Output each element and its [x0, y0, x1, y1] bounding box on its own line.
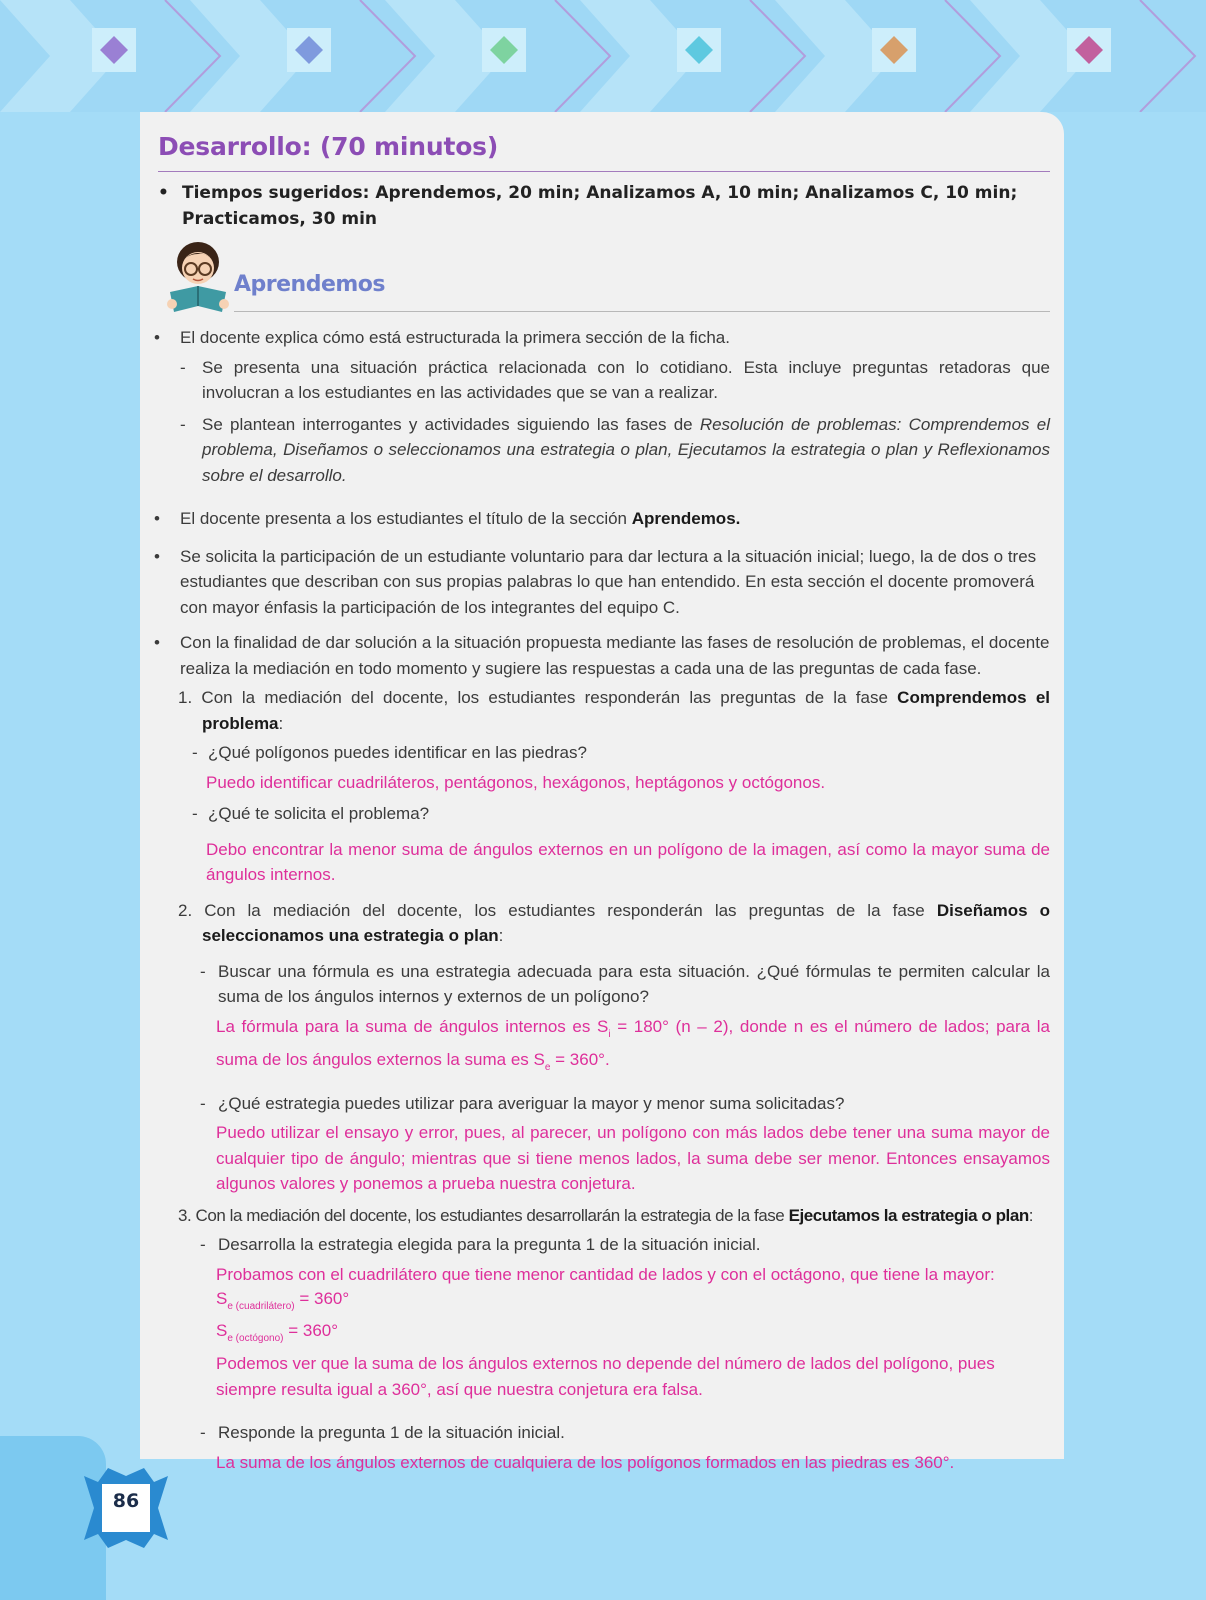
- answer-line: [216, 1287, 1050, 1319]
- dash: -: [200, 1093, 206, 1113]
- list-item: [150, 325, 1050, 351]
- colon: :: [1028, 1205, 1034, 1225]
- list-item: [150, 506, 1050, 532]
- title-divider: [158, 171, 1050, 172]
- dash: -: [180, 357, 186, 377]
- question: [150, 740, 1050, 766]
- dash: -: [192, 804, 198, 823]
- answer-text: S: [216, 1289, 228, 1308]
- item-text: Se plantean interrogantes y actividades siguiendo las fases de: [202, 414, 700, 434]
- dash: -: [200, 1423, 206, 1442]
- list-item: [150, 630, 1050, 681]
- body-text: [150, 325, 1050, 1475]
- numbered-item: [150, 1203, 1050, 1229]
- page-number: 86: [112, 1490, 140, 1512]
- list-item: [150, 355, 1050, 406]
- item-text: El docente explica cómo está estructurada la primera sección de la ficha.: [180, 328, 730, 347]
- question-text: Responde la pregunta 1 de la situación inicial.: [218, 1423, 565, 1442]
- subscript: e (cuadrilátero): [227, 1301, 295, 1312]
- decorative-banner: [0, 0, 1206, 112]
- page-title: Desarrollo: (70 minutos): [158, 132, 499, 161]
- answer-text: = 360°.: [550, 1050, 610, 1069]
- numbered-item: [150, 898, 1050, 949]
- reading-girl-icon: [162, 240, 234, 314]
- answer-line: Podemos ver que la suma de los ángulos externos no depende del número de lados del polígono, pues siempre resulta igual a 360°, así que nuestra conjetura era falsa.: [216, 1354, 995, 1399]
- dash: -: [200, 961, 206, 981]
- answer-text: La fórmula para la suma de ángulos internos es S: [216, 1016, 609, 1036]
- item-text-bold: Ejecutamos la estrategia o plan: [788, 1205, 1029, 1225]
- suggested-times-text: Tiempos sugeridos: Aprendemos, 20 min; Analizamos A, 10 min; Analizamos C, 10 min; Practicamos, 30 min: [182, 183, 1018, 229]
- colon: :: [278, 713, 284, 733]
- question-text: ¿Qué polígonos puedes identificar en las piedras?: [208, 743, 587, 762]
- dash: -: [180, 414, 186, 434]
- subscript: e: [544, 1062, 551, 1073]
- item-text-bold: Aprendemos.: [631, 509, 741, 528]
- answer-line: Probamos con el cuadrilátero que tiene menor cantidad de lados y con el octágono, que tiene la mayor:: [216, 1264, 995, 1284]
- item-text: Se solicita la participación de un estudiante voluntario para dar lectura a la situación inicial; luego, la de dos o tres estudiantes que describan con sus propias palabras lo que han entendido. En esta sección el docente promoverá con mayor énfasis la participación de los integrantes del equipo C.: [180, 546, 1037, 617]
- answer: La suma de los ángulos externos de cualquiera de los polígonos formados en las piedras es 360°.: [216, 1452, 955, 1472]
- answer-text: S: [216, 1321, 228, 1340]
- question: [150, 1091, 1050, 1117]
- numbered-item: [150, 685, 1050, 736]
- list-item: [150, 544, 1050, 621]
- item-text: 1. Con la mediación del docente, los estudiantes responderán las preguntas de la fase: [178, 688, 898, 707]
- subscript: i: [608, 1028, 611, 1040]
- bullet: •: [154, 546, 160, 566]
- question: [150, 801, 1050, 827]
- answer: Puedo identificar cuadriláteros, pentágonos, hexágonos, heptágonos y octógonos.: [206, 772, 826, 792]
- item-text: Con la finalidad de dar solución a la situación propuesta mediante las fases de resolución de problemas, el docente realiza la mediación en todo momento y sugiere las respuestas a cada una de las preguntas de cada fase.: [180, 633, 1050, 678]
- question-text: ¿Qué te solicita el problema?: [208, 804, 430, 823]
- bullet: •: [154, 328, 160, 347]
- item-text-bold: Diseñamos o seleccionamos una estrategia o plan: [202, 900, 1050, 945]
- question-text: ¿Qué estrategia puedes utilizar para averiguar la mayor y menor suma solicitadas?: [218, 1093, 845, 1113]
- answer: Puedo utilizar el ensayo y error, pues, al parecer, un polígono con más lados debe tener una suma mayor de cualquier tipo de ángulo; mientras que si tiene menos lados, la suma debe ser menor. Entonces ensayamos algunos valores y ponemos a prueba nuestra conjetura.: [216, 1123, 1050, 1193]
- question-text: Buscar una fórmula es una estrategia adecuada para esta situación. ¿Qué fórmulas te permiten calcular la suma de los ángulos internos y externos de un polígono?: [218, 961, 1050, 1006]
- question: [150, 959, 1050, 1010]
- bullet: •: [154, 509, 160, 528]
- item-text: 3. Con la mediación del docente, los estudiantes desarrollarán la estrategia de la fase: [178, 1205, 789, 1225]
- item-text-italic: Resolución de problemas: Comprendemos el problema, Diseñamos o seleccionamos una estrategia o plan, Ejecutamos la estrategia o plan y Reflexionamos sobre el desarrollo.: [202, 414, 1050, 485]
- item-text: El docente presenta a los estudiantes el título de la sección: [180, 509, 632, 528]
- item-text: Se presenta una situación práctica relacionada con lo cotidiano. Esta incluye preguntas retadoras que involucran a los estudiantes en las actividades que se van a realizar.: [202, 357, 1050, 402]
- answer: [150, 1262, 1050, 1403]
- answer: Debo encontrar la menor suma de ángulos externos en un polígono de la imagen, así como la mayor suma de ángulos internos.: [206, 839, 1050, 884]
- answer-text: = 180° (n – 2), donde n es el número de lados; para la suma de los ángulos externos la suma es S: [216, 1016, 1050, 1069]
- question-text: Desarrolla la estrategia elegida para la pregunta 1 de la situación inicial.: [218, 1235, 761, 1254]
- dash: -: [200, 1235, 206, 1254]
- section-divider: [234, 311, 1050, 312]
- answer-line: [216, 1319, 1050, 1351]
- dash: -: [192, 743, 198, 762]
- bullet: •: [158, 183, 169, 203]
- item-text: 2. Con la mediación del docente, los estudiantes responderán las preguntas de la fase: [178, 900, 937, 920]
- colon: :: [498, 926, 504, 945]
- suggested-times: [158, 180, 1038, 232]
- subscript: e (octógono): [227, 1333, 284, 1344]
- list-item: [150, 412, 1050, 489]
- item-text-bold: Comprendemos el problema: [202, 688, 1051, 733]
- section-heading: Aprendemos: [234, 272, 386, 297]
- answer-text: = 360°: [283, 1321, 339, 1340]
- answer: [150, 1014, 1050, 1081]
- question: [150, 1420, 1050, 1446]
- answer-text: = 360°: [294, 1289, 350, 1308]
- question: [150, 1232, 1050, 1258]
- bullet: •: [154, 633, 160, 652]
